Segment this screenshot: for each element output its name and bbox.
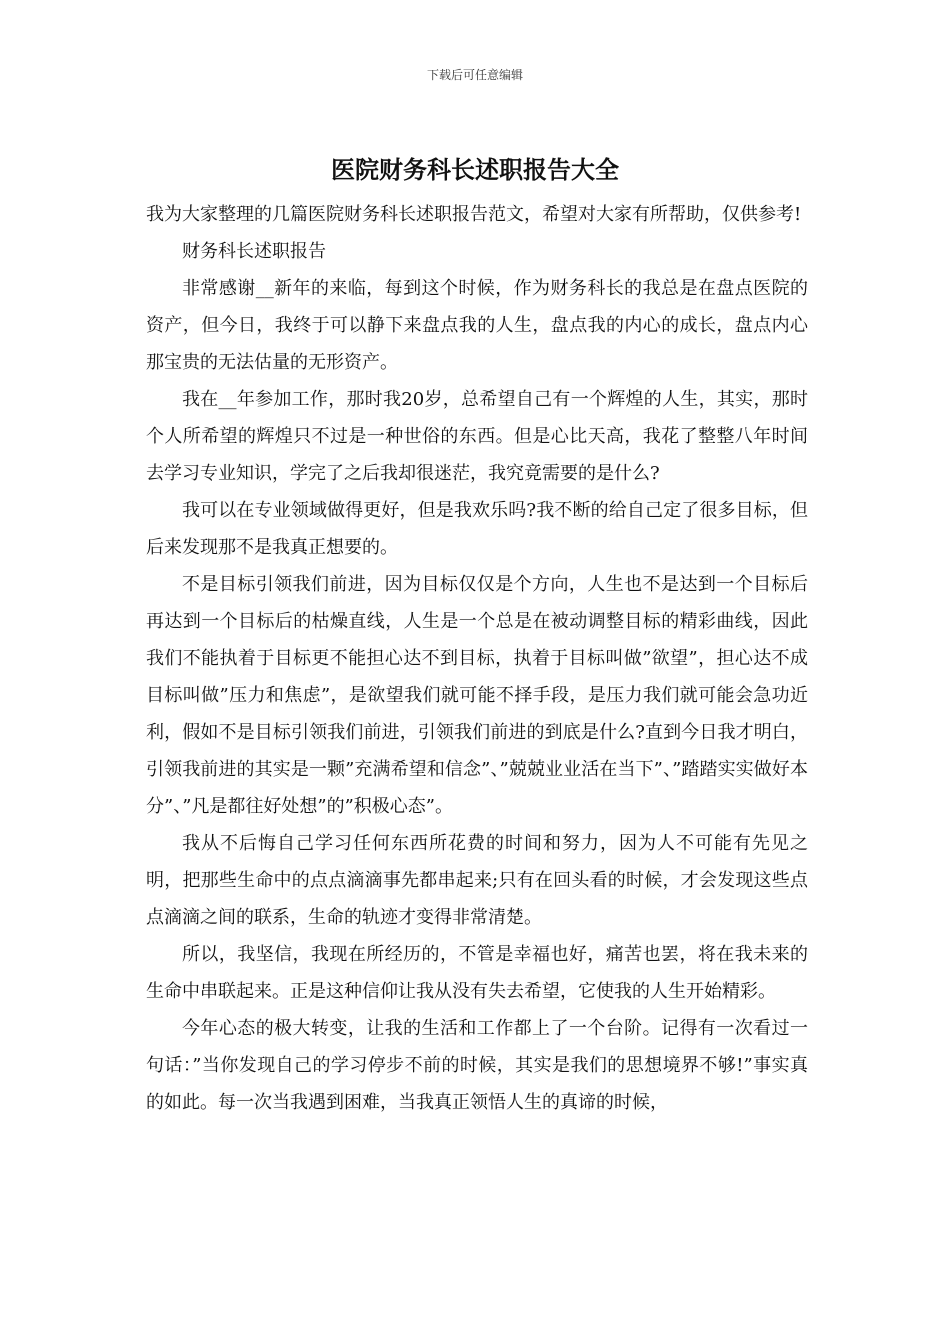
body-paragraph: 我可以在专业领域做得更好，但是我欢乐吗?我不断的给自己定了很多目标，但后来发现那不是我真正想要的。 (146, 500, 808, 558)
body-paragraph: 不是目标引领我们前进，因为目标仅仅是个方向，人生也不是达到一个目标后再达到一个目标后的枯燥直线，人生是一个总是在被动调整目标的精彩曲线，因此我们不能执着于目标更不能担心达不到目标，执着于目标叫做”欲望”，担心达不成目标叫做”压力和焦虑”，是欲望我们就可能不择手段，是压力我们就可能会急功近利，假如不是目标引领我们前进，引领我们前进的到底是什么?直到今日我才明白，引领我前进的其实是一颗”充满希望和信念”、”兢兢业业活在当下”、”踏踏实实做好本分”、”凡是都往好处想”的”积极心态”。 (146, 574, 808, 817)
body-paragraph: 非常感谢__新年的来临，每到这个时候，作为财务科长的我总是在盘点医院的资产，但今日，我终于可以静下来盘点我的人生，盘点我的内心的成长，盘点内心那宝贵的无法估量的无形资产。 (146, 278, 808, 373)
header-note: 下载后可任意编辑 (426, 68, 523, 82)
body-paragraph: 所以，我坚信，我现在所经历的，不管是幸福也好，痛苦也罢，将在我未来的生命中串联起来。正是这种信仰让我从没有失去希望，它使我的人生开始精彩。 (146, 944, 808, 1002)
body-paragraph: 我从不后悔自己学习任何东西所花费的时间和努力，因为人不可能有先见之明，把那些生命中的点点滴滴事先都串起来;只有在回头看的时候，才会发现这些点点滴滴之间的联系，生命的轨迹才变得非常清楚。 (146, 833, 808, 928)
document-body (146, 196, 808, 1121)
body-paragraph: 今年心态的极大转变，让我的生活和工作都上了一个台阶。记得有一次看过一句话：”当你发现自己的学习停步不前的时候，其实是我们的思想境界不够!”事实真的如此。每一次当我遇到困难，当我真正领悟人生的真谛的时候， (146, 1018, 808, 1113)
intro-paragraph: 我为大家整理的几篇医院财务科长述职报告范文，希望对大家有所帮助，仅供参考! (146, 204, 802, 225)
document-title: 医院财务科长述职报告大全 (331, 155, 619, 184)
body-paragraph: 我在__年参加工作，那时我20岁，总希望自己有一个辉煌的人生，其实，那时个人所希望的辉煌只不过是一种世俗的东西。但是心比天高，我花了整整八年时间去学习专业知识，学完了之后我却很迷茫，我究竟需要的是什么? (146, 389, 808, 484)
section-heading: 财务科长述职报告 (182, 241, 326, 262)
